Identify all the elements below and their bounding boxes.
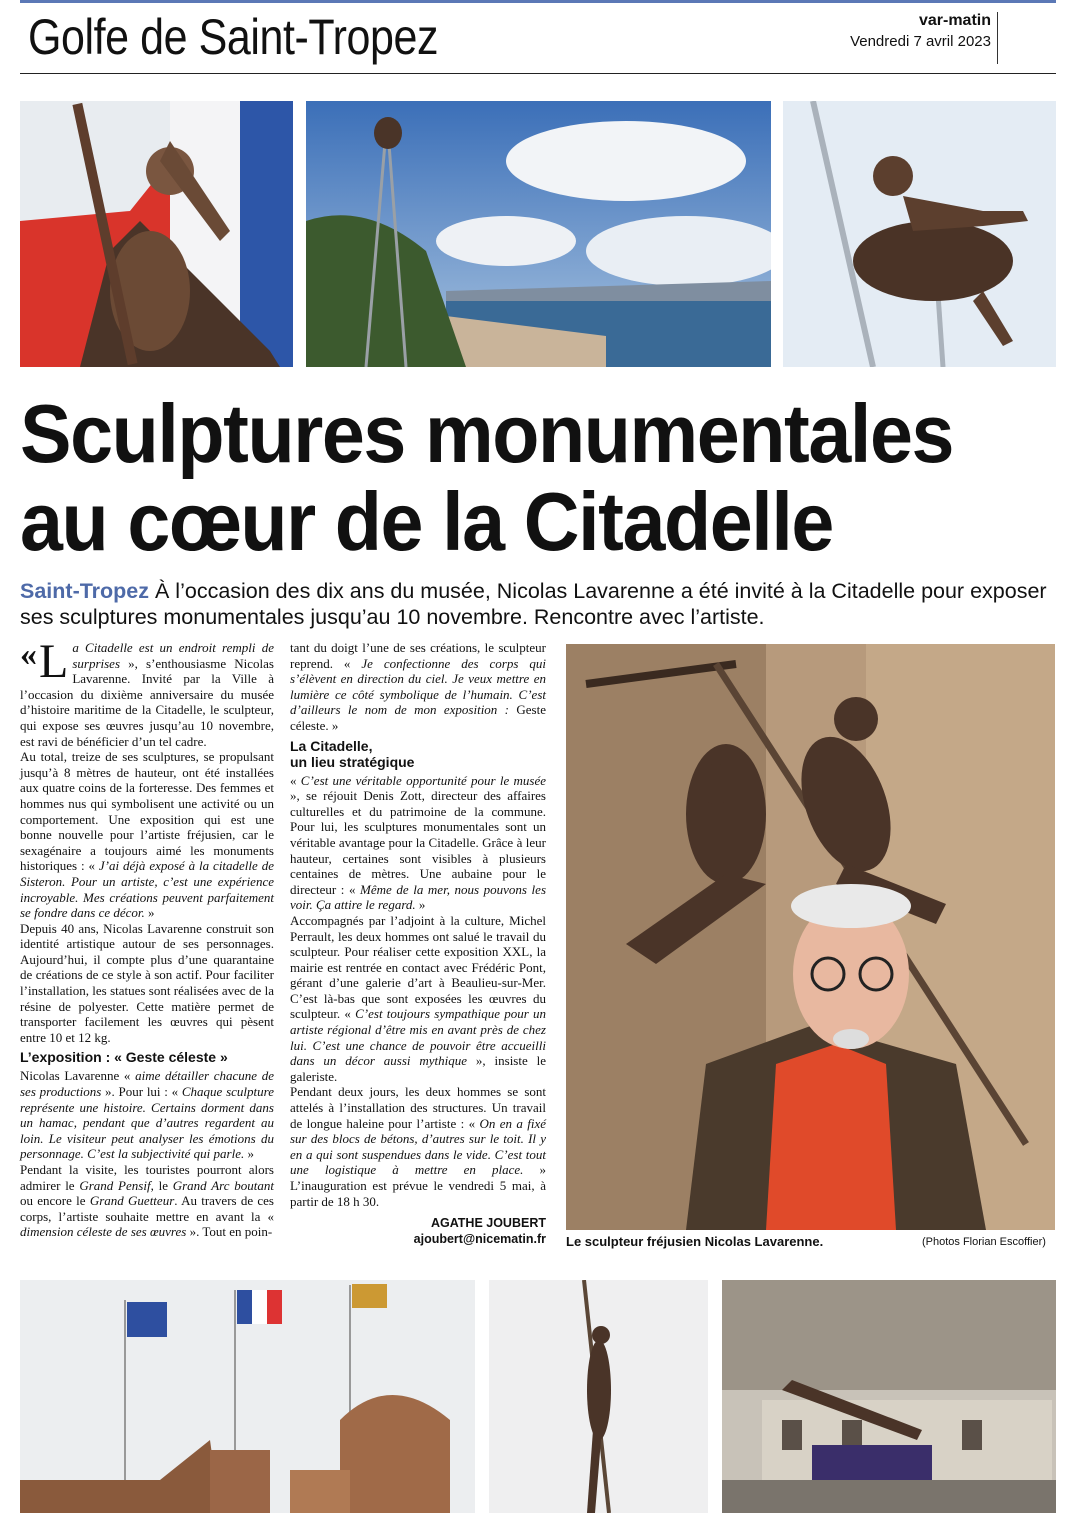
header-rule bbox=[20, 73, 1056, 74]
quote-text: J’ai déjà exposé à la citadelle de Sisteron. Pour un artiste, c’est une expérience incroyable. Mes créations peuvent parfaitement se fondre dans ce décor. bbox=[20, 858, 274, 921]
paragraph-end: » bbox=[328, 717, 339, 733]
photo-flags-citadelle bbox=[20, 1280, 475, 1513]
paragraph-end: » L’inauguration est prévue le vendredi 5 mai, à partir de 18 h 30. bbox=[290, 1162, 546, 1209]
lede bbox=[20, 578, 1060, 630]
lede-place: Saint-Tropez bbox=[20, 579, 150, 603]
article-column-1 bbox=[20, 635, 274, 1240]
paragraph: Pendant la visite, les touristes pourront alors admirer le bbox=[20, 1162, 274, 1193]
photo-credit: (Photos Florian Escoffier) bbox=[922, 1236, 1046, 1248]
paragraph: Depuis 40 ans, Nicolas Lavarenne construit son identité artistique autour de ses personnages. Aujourd’hui, il compte plus d’une quarantaine de créations de ce style à son actif. Pour faciliter l’installation, les statues sont réalisées avec de la résine de polyester. Cette matière permet de transporter facilement les œuvres qui pèsent entre 10 et 12 kg. bbox=[20, 920, 274, 1045]
photo-artist-portrait bbox=[566, 644, 1055, 1230]
exhibition-name: Geste céleste. bbox=[290, 702, 546, 733]
paragraph: Nicolas Lavarenne « bbox=[20, 1068, 136, 1084]
section-title: Golfe de Saint-Tropez bbox=[28, 9, 439, 65]
author-name: AGATHE JOUBERT bbox=[430, 1216, 546, 1231]
subheading-citadelle-2: un lieu stratégique bbox=[290, 753, 415, 770]
photo-courtyard-sculpture bbox=[722, 1280, 1056, 1513]
drop-quote: « bbox=[20, 636, 37, 673]
quote-text: dimension céleste de ses œuvres bbox=[20, 1224, 187, 1240]
drop-letter: L bbox=[39, 635, 69, 688]
quote-text: Chaque sculpture représente une histoire. Certains dorment dans un hamac, pendant que d’autres regardent au loin. Le visiteur peut analyser les émotions du personnage. C’est la subjectivité qui parle. bbox=[20, 1084, 274, 1162]
subheading-exposition: L’exposition : « Geste céleste » bbox=[20, 1049, 228, 1066]
headline bbox=[20, 387, 954, 568]
paragraph-end: » bbox=[144, 905, 155, 921]
quote-text: C’est une véritable opportunité pour le musée bbox=[300, 772, 547, 788]
quote-text: a Citadelle est un endroit rempli de surprises bbox=[72, 640, 274, 671]
article-column-2 bbox=[290, 640, 546, 1247]
paragraph-end: » bbox=[244, 1146, 254, 1162]
photo-sculpture-hammock bbox=[783, 101, 1056, 367]
headline-line-1: Sculptures monumentales bbox=[20, 387, 954, 480]
paragraph: », se réjouit Denis Zott, directeur des affaires culturelles et du patrimoine de la commune. Pour lui, les sculptures monumentales sont un véritable avantage pour la Citadelle. Grâce à leur hauteur, certaines sont visibles à plusieurs centaines de mètres. Une aubaine pour le directeur : « bbox=[290, 788, 546, 897]
paragraph-end: », insiste le galeriste. bbox=[290, 1053, 546, 1084]
top-accent-rule bbox=[20, 0, 1056, 3]
paragraph: Au total, treize de ses sculptures, se propulsant jusqu’à 8 mètres de hauteur, ont été installées aux quatre coins de la forteresse. Des femmes et hommes nus qui symbolisent une activité ou un comportement. Une exposition qui est une bonne nouvelle pour l’artiste fréjusien, car le sexagénaire a toujours aimé les monuments historiques : « bbox=[20, 749, 274, 874]
quote-text: On en a fixé sur des blocs de bétons, d’autres sur le toit. Il y en a qui sont suspendues dans le vide. C’est tout une logistique à mettre en place. bbox=[290, 1115, 546, 1178]
headline-line-2: au cœur de la Citadelle bbox=[20, 475, 833, 568]
paragraph-end: » bbox=[415, 897, 426, 913]
photo-sculpture-flag bbox=[20, 101, 293, 367]
quote-text: Je confectionne des corps qui s’élèvent en direction du ciel. Je veux mettre en lumière ce côté symbolique de l’humain. C’est d’ailleurs le nom de mon exposition : bbox=[290, 655, 546, 718]
paragraph: Pendant deux jours, les deux hommes se sont attelés à l’installation des structures. Un travail de longue haleine pour l’artiste : « bbox=[290, 1084, 546, 1131]
newspaper-name: var-matin bbox=[918, 12, 991, 29]
paragraph: « bbox=[290, 772, 301, 788]
paragraph: Accompagnés par l’adjoint à la culture, Michel Perrault, les deux hommes ont salué le travail du sculpteur. Pour réaliser cette exposition XXL, la mairie est rentrée en contact avec Frédéric Pont, gérant d’une galerie d’art à Beaulieu-sur-Mer. C’est là-bas que sont exposées les œuvres du sculpteur. « bbox=[290, 912, 546, 1022]
paragraph: tant du doigt l’une de ses créations, le sculpteur reprend. « bbox=[290, 640, 546, 671]
paragraph: ou encore le bbox=[20, 1193, 90, 1209]
quote-text: C’est toujours sympathique pour un artiste régional d’être mis en avant près de chez lui. C’est une chance de pouvoir être accueilli dans un décor aussi mythique bbox=[290, 1006, 546, 1069]
photo-caption: Le sculpteur fréjusien Nicolas Lavarenne. bbox=[566, 1234, 824, 1249]
lede-text: À l’occasion des dix ans du musée, Nicolas Lavarenne a été invité à la Citadelle pour exposer ses sculptures monumentales jusqu’au 10 novembre. Rencontre avec l’artiste. bbox=[20, 579, 1047, 629]
header-divider bbox=[997, 12, 998, 64]
publication-date: Vendredi 7 avril 2023 bbox=[850, 33, 991, 50]
artwork-title: Grand Guetteur bbox=[89, 1193, 175, 1209]
artwork-title: Grand Arc boutant bbox=[172, 1177, 274, 1193]
photo-sculpture-bay bbox=[306, 101, 771, 367]
paragraph: », s’enthousiasme Nicolas Lavarenne. Invité par la Ville à l’occasion du dixième anniversaire du musée d’histoire maritime de la Citadelle, le sculpteur, qui expose ses œuvres jusqu’au 10 novembre, est ravi de bénéficier d’un tel cadre. bbox=[20, 655, 274, 749]
paragraph: . Au travers de ces corps, l’artiste souhaite mettre en avant la « bbox=[20, 1193, 274, 1224]
quote-text: aime détailler chacune de ses productions bbox=[20, 1068, 274, 1100]
quote-text: Même de la mer, nous pouvons les voir. Ça attire le regard. bbox=[290, 881, 546, 913]
paragraph: , le bbox=[150, 1177, 173, 1193]
subheading-citadelle-1: La Citadelle, bbox=[290, 737, 373, 754]
paragraph: ». Tout en poin- bbox=[186, 1224, 273, 1240]
photo-sculpture-standing bbox=[489, 1280, 708, 1513]
artwork-title: Grand Pensif bbox=[79, 1177, 151, 1193]
paragraph: ». Pour lui : « bbox=[101, 1084, 182, 1100]
author-email[interactable]: ajoubert@nicematin.fr bbox=[413, 1232, 546, 1247]
